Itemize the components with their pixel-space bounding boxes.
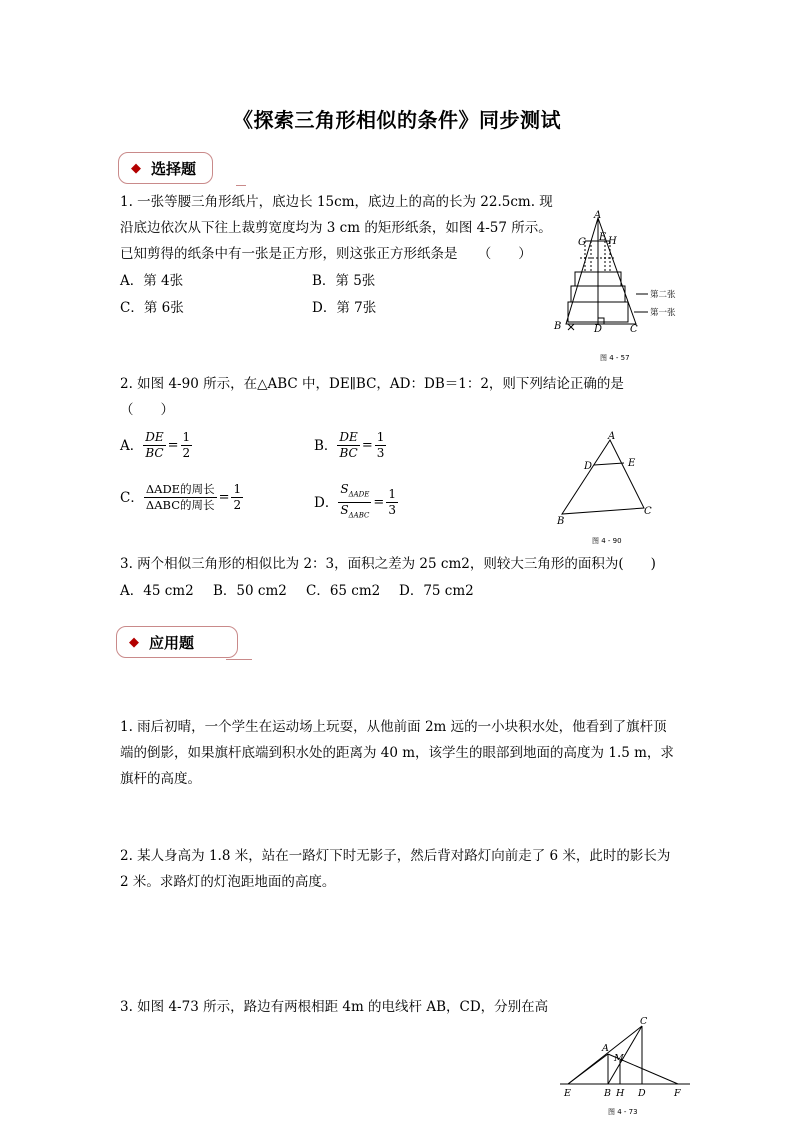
label-a: A	[602, 1043, 609, 1054]
question-3	[120, 551, 700, 577]
denominator: 2	[182, 446, 191, 460]
denominator: 3	[376, 446, 385, 460]
denominator: 3	[388, 503, 396, 518]
application-question-1	[120, 714, 700, 792]
section-title: 选择题	[151, 159, 197, 178]
fraction	[386, 487, 398, 518]
q3-option-d: D．75 cm2	[399, 583, 474, 599]
label-g: G	[578, 237, 586, 248]
figure-4-57	[548, 208, 688, 364]
numerator: 1	[182, 430, 191, 444]
numerator: $S_{\Delta ADE}$	[338, 482, 371, 503]
numerator: 1	[376, 430, 385, 444]
label-e: E	[628, 458, 636, 469]
section-underline	[226, 659, 252, 660]
section-tab	[116, 626, 238, 658]
q2-option-c: C． $\frac{\text{ΔADE的周长}}{\text{ΔABC的周长}}$ = $\frac{1}{2}$	[120, 482, 242, 512]
denominator: BC	[145, 446, 164, 460]
q1-option-b: B．第 5张	[312, 273, 376, 289]
label-d: D	[584, 461, 593, 472]
q3-option-b: B．50 cm2	[213, 583, 287, 599]
numerator: DE	[339, 430, 358, 444]
label-second-strip: 第二张	[650, 290, 676, 300]
application-question-3	[120, 994, 580, 1020]
q1-option-a: A．第 4张	[120, 273, 184, 289]
page-title: 《探索三角形相似的条件》同步测试	[233, 108, 561, 132]
figure-4-73	[556, 1014, 696, 1120]
fraction	[143, 430, 165, 461]
question-line: 3. 两个相似三角形的相似比为 2：3，面积之差为 25 cm2，则较大三角形的面积为( )	[120, 556, 656, 572]
two-poles-diagram	[556, 1014, 696, 1120]
numerator: 1	[233, 482, 242, 496]
label-a: A	[594, 210, 602, 221]
label-m: M	[614, 1053, 624, 1064]
section-underline	[236, 185, 246, 186]
label-c: C	[640, 1016, 648, 1027]
q1-option-c: C．第 6张	[120, 300, 184, 316]
label-f: F	[674, 1088, 681, 1099]
label-c: C	[630, 324, 638, 335]
q2-option-b: B． $\frac{DE}{BC}$ = $\frac{1}{3}$	[314, 430, 385, 460]
label-d: D	[638, 1088, 646, 1099]
denominator: $S_{\Delta ABC}$	[340, 503, 370, 520]
q3-option-c: C．65 cm2	[306, 583, 381, 599]
figure-caption: 图 4 - 73	[608, 1108, 638, 1116]
application-question-2	[120, 843, 700, 895]
option-label: B．	[314, 437, 338, 454]
numerator: ΔADE的周长	[145, 482, 215, 496]
option-label: A．	[120, 437, 144, 454]
q3-option-a: A．45 cm2	[120, 583, 194, 599]
figure-caption: 图 4 - 90	[592, 537, 622, 545]
denominator: BC	[339, 446, 358, 460]
diamond-icon: ◆	[131, 160, 141, 176]
label-first-strip: 第一张	[650, 308, 676, 318]
q1-option-d: D．第 7张	[312, 300, 377, 316]
label-e: E	[599, 232, 607, 243]
option-label: D．	[314, 494, 339, 511]
figure-4-90	[552, 430, 662, 550]
label-a: A	[608, 431, 616, 442]
label-b: B	[557, 516, 565, 527]
q2-option-a: A． $\frac{DE}{BC}$ = $\frac{1}{2}$	[120, 430, 191, 460]
question-line: 1. 雨后初晴，一个学生在运动场上玩耍，从他前面 2m 远的一小块积水处，他看到了旗杆顶	[120, 719, 667, 735]
section-tab	[118, 152, 213, 184]
fraction	[338, 482, 371, 524]
fraction	[375, 430, 387, 461]
question-1	[120, 189, 560, 267]
section-header-application	[116, 626, 252, 658]
question-line: 3. 如图 4-73 所示，路边有两根相距 4m 的电线杆 AB，CD，分别在高	[120, 999, 549, 1015]
question-line: 端的倒影，如果旗杆底端到积水处的距离为 40 m，该学生的眼部到地面的高度为 1.5 m，求	[120, 745, 674, 761]
question-line: 2. 如图 4-90 所示，在△ABC 中，DE∥BC，AD：DB＝1：2，则下列结论正确的是	[120, 376, 624, 392]
section-header-choice	[118, 152, 248, 184]
trapezoid-strips-diagram	[548, 208, 688, 364]
question-line: 沿底边依次从下往上裁剪宽度均为 3 cm 的矩形纸条，如图 4-57 所示。	[120, 220, 552, 236]
fraction	[337, 430, 359, 461]
figure-caption: 图 4 - 57	[600, 354, 630, 362]
label-b: B	[554, 321, 562, 332]
fraction	[181, 430, 193, 461]
question-line: 2. 某人身高为 1.8 米，站在一路灯下时无影子，然后背对路灯向前走了 6 米，此时的影长为	[120, 848, 671, 864]
denominator: ΔABC的周长	[145, 498, 215, 512]
label-b: B	[604, 1088, 611, 1099]
denominator: 2	[233, 498, 242, 512]
option-label: C．	[120, 489, 144, 506]
question-line: 2 米。求路灯的灯泡距地面的高度。	[120, 874, 336, 890]
fraction	[144, 482, 217, 513]
fraction	[231, 482, 243, 513]
triangle-de-parallel-bc-diagram	[552, 430, 662, 550]
question-line: （ ）	[120, 402, 174, 418]
label-h: H	[608, 236, 617, 247]
label-d: D	[594, 324, 603, 335]
section-title: 应用题	[149, 633, 195, 652]
label-c: C	[644, 506, 652, 517]
question-2	[120, 371, 700, 423]
q2-option-d: D． $\frac{S_{\Delta ADE}}{S_{\Delta ABC}}$ = $\frac{1}{3}$	[314, 482, 398, 524]
diamond-icon: ◆	[129, 634, 139, 650]
label-h: H	[616, 1088, 625, 1099]
question-line: 已知剪得的纸条中有一张是正方形，则这张正方形纸条是 （ ）	[120, 246, 532, 262]
question-line: 1. 一张等腰三角形纸片，底边长 15cm，底边上的高的长为 22.5cm. 现	[120, 194, 553, 210]
numerator: DE	[145, 430, 164, 444]
question-line: 旗杆的高度。	[120, 771, 201, 787]
numerator: 1	[388, 487, 396, 502]
label-e: E	[564, 1088, 571, 1099]
